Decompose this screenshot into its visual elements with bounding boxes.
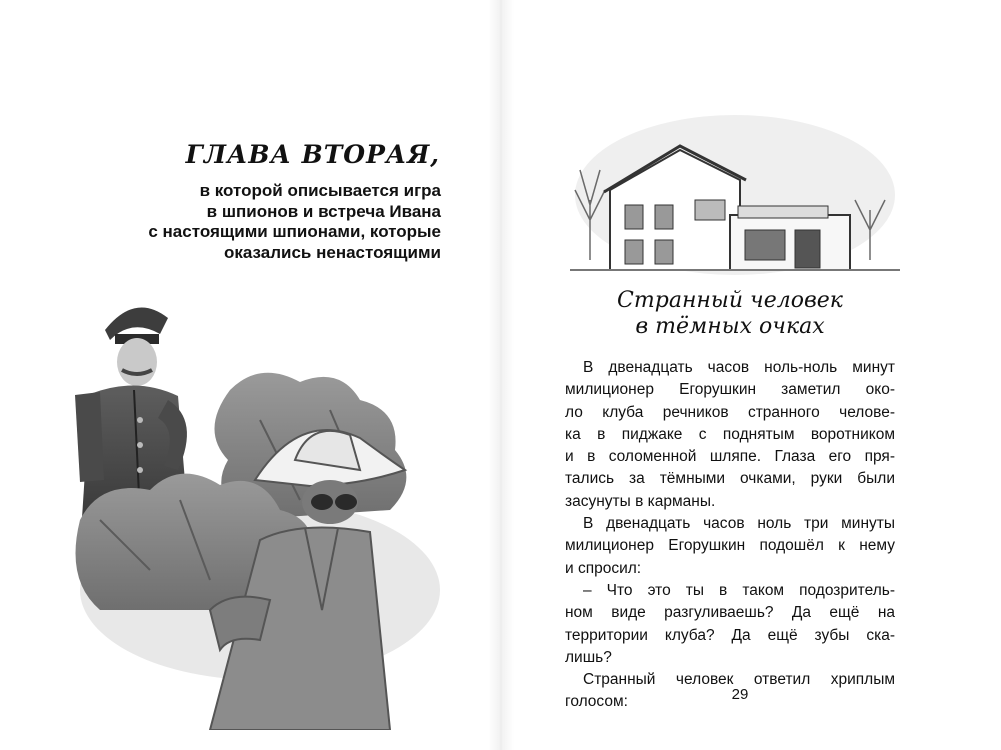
body-line: ка в пиджаке с поднятым воротником: [565, 425, 895, 443]
body-line: голосом:: [565, 693, 628, 711]
body-line: ло клуба речников странного челове-: [565, 403, 895, 421]
subtitle-line: оказались ненастоящими: [223, 242, 441, 262]
chapter-subtitle: [100, 181, 441, 263]
body-line: В двенадцать часов ноль три минуты: [583, 515, 895, 533]
body-line: территории клуба? Да ещё зубы ска-: [565, 626, 895, 644]
body-line: тались за тёмными очками, руки были: [565, 470, 895, 488]
chapter-heading: ГЛАВА ВТОРАЯ,: [185, 140, 440, 169]
section-title-line: Странный человек: [617, 288, 843, 313]
house-annex: [730, 206, 850, 270]
body-line: – Что это ты в таком подозритель-: [583, 581, 895, 599]
spy-illustration: [60, 270, 450, 730]
body-line: засунуты в карманы.: [565, 492, 716, 510]
book-gutter: [488, 0, 514, 750]
body-line: и спросил:: [565, 559, 642, 577]
body-line: В двенадцать часов ноль-ноль минут: [583, 359, 895, 376]
body-text: [565, 357, 895, 714]
body-line: и в соломенной шляпе. Глаза его пря-: [565, 448, 895, 466]
body-line: Странный человек ответил хриплым: [583, 671, 895, 689]
page-number: 29: [731, 686, 749, 703]
body-line: милиционер Егорушкин заметил око-: [565, 381, 895, 399]
section-title: [560, 288, 900, 340]
subtitle-line: в шпионов и встреча Ивана: [206, 201, 441, 221]
subtitle-line: с настоящими шпионами, которые: [148, 222, 441, 241]
body-line: милиционер Егорушкин подошёл к нему: [565, 537, 895, 555]
house-illustration: [570, 110, 900, 280]
body-line: ном виде разгуливаешь? Да ещё на: [565, 604, 895, 622]
section-title-line: в тёмных очках: [635, 314, 825, 339]
subtitle-line: в которой описывается игра: [199, 181, 441, 200]
body-line: лишь?: [565, 648, 612, 666]
